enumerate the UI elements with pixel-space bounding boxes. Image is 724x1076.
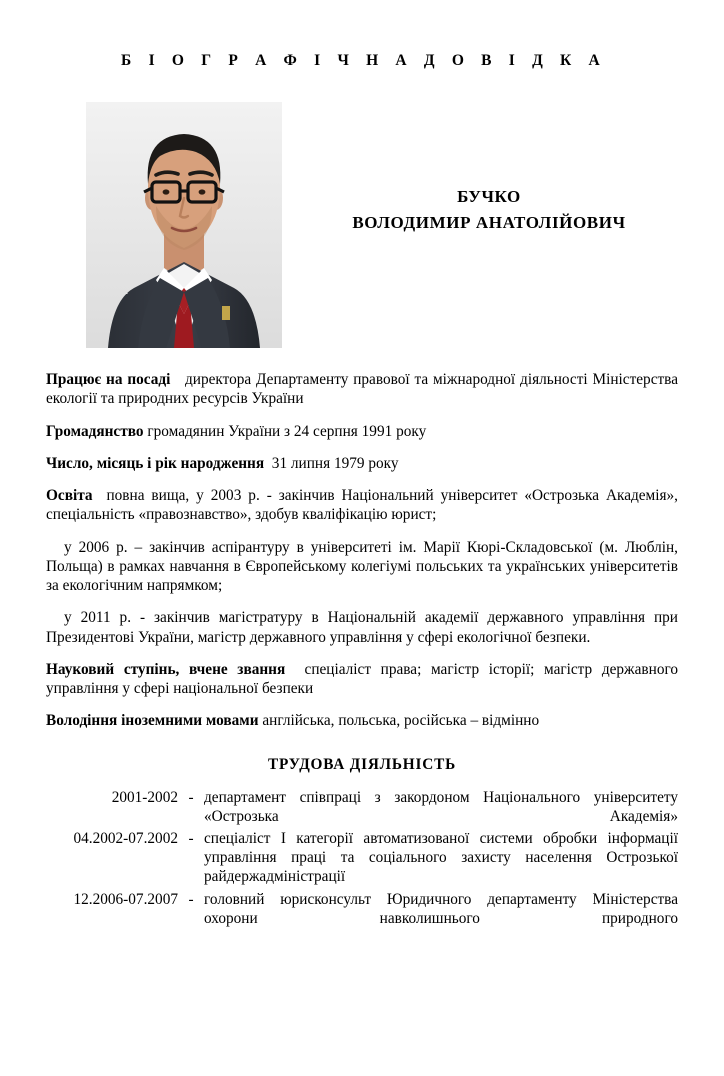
work-section-title: ТРУДОВА ДІЯЛЬНІСТЬ [267,755,457,773]
work-dash: - [188,788,194,806]
field-position-label: Працює на посаді [46,371,171,388]
work-description: головний юрисконсульт Юридичного департаменту Міністерства охорони навколишнього природного [204,890,678,927]
field-education-line3: у 2011 р. - закінчив магістратуру в Національній академії державного управління при Президентові України, магістр державного управління у сфері екологічної безпеки. [46,609,678,646]
field-education-value: повна вища, у 2003 р. - закінчив Національний університет «Острозька Академія», спеціальність «правознавство», здобув кваліфікацію юрист; [46,487,678,524]
field-birthdate [46,454,678,473]
field-degree-value: спеціаліст права; магістр історії; магістр державного управління у сфері національної безпеки [46,660,679,698]
field-languages-label: Володіння іноземними мовами [46,712,259,730]
field-birthdate-value: 31 липня 1979 року [271,454,399,472]
field-education [46,486,678,525]
field-languages [46,711,678,730]
field-citizenship-value: громадянин України з 24 серпня 1991 року [147,422,427,440]
work-period: 12.2006-07.2007 [73,890,178,908]
work-history-table [46,788,678,931]
table-row [46,829,678,889]
field-degree [46,660,678,699]
field-position-value: директора Департаменту правової та міжнародної діяльності Міністерства екології та природних ресурсів України [46,371,678,408]
header-block [46,102,678,348]
person-surname: БУЧКО [457,187,521,206]
biography-body [46,370,678,931]
field-education-label: Освіта [46,487,93,505]
field-degree-label: Науковий ступінь, вчене звання [46,660,286,678]
work-description: департамент співпраці з закордоном Національного університету «Острозька Академія» [204,788,678,826]
table-row [46,788,678,829]
table-row [46,890,678,931]
field-birthdate-label: Число, місяць і рік народження [46,454,265,472]
field-position [46,370,678,409]
work-description: спеціаліст I категорії автоматизованої системи обробки інформації управління праці та соціального захисту населення Острозької райдержадміністрації [204,830,678,886]
work-period: 2001-2002 [111,788,178,806]
work-dash: - [188,890,194,908]
document-page [0,52,724,1076]
page-title: Б І О Г Р А Ф І Ч Н А Д О В І Д К А [121,52,603,69]
work-period: 04.2002-07.2002 [73,830,178,848]
work-dash: - [188,830,194,848]
portrait-photo-graphic [86,102,282,348]
field-citizenship [46,422,678,441]
field-languages-value: англійська, польська, російська – відмінно [262,712,540,730]
person-given-names: ВОЛОДИМИР АНАТОЛІЙОВИЧ [352,213,626,233]
field-education-line2: у 2006 р. – закінчив аспірантуру в університеті ім. Марії Кюрі-Складовської (м. Люблін, Польща) в рамках навчання в Європейському колегіумі польських та українських університетів за екологічним напрямком; [46,538,678,595]
portrait-photo [86,102,282,348]
person-name [282,102,678,237]
field-citizenship-label: Громадянство [46,422,144,440]
